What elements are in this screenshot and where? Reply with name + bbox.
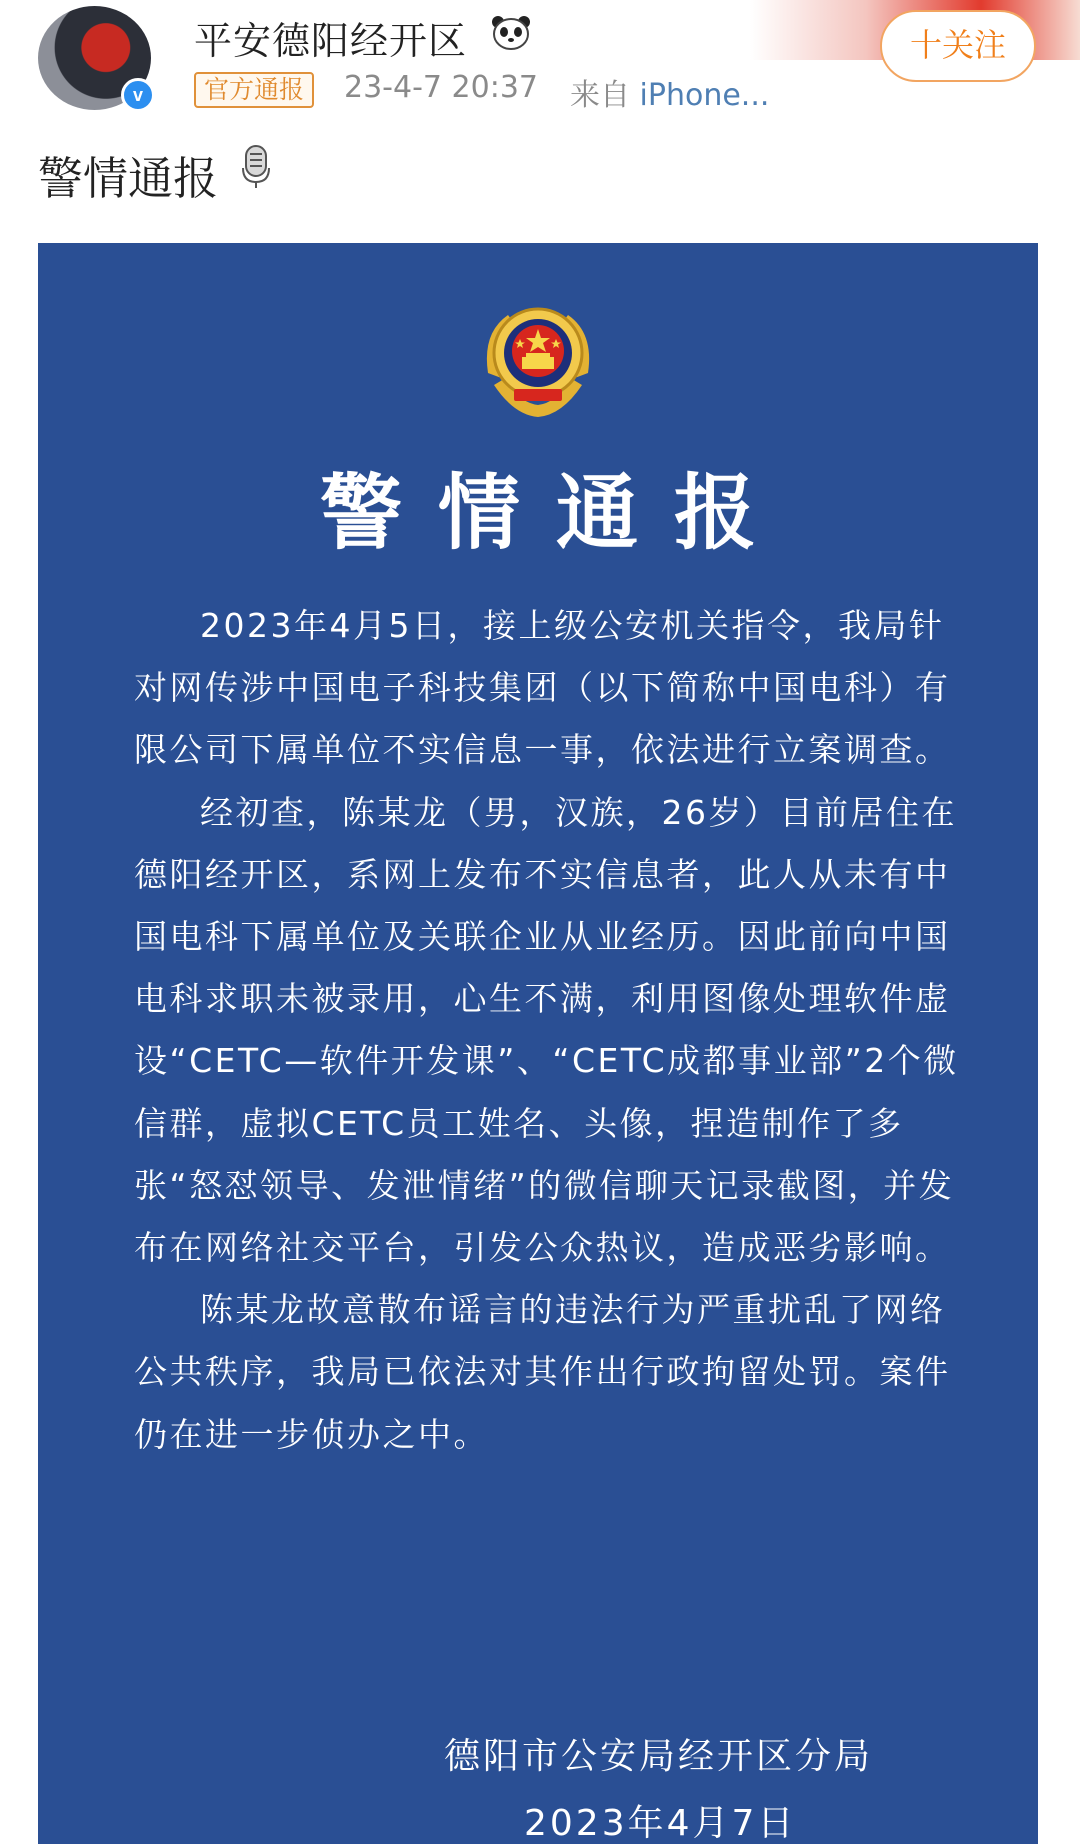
panda-icon <box>490 14 532 50</box>
post-timestamp: 23-4-7 20:37 <box>344 70 538 105</box>
notice-paragraph: 经初查，陈某龙（男，汉族，26岁）目前居住在德阳经开区，系网上发布不实信息者，此人从未有中国电科下属单位及关联企业从业经历。因此前向中国电科求职未被录用，心生不满，利用图像处理软件虚设“CETC—软件开发课”、“CETC成都事业部”2个微信群，虚拟CETC员工姓名、头像，捏造制作了多张“怒怼领导、发泄情绪”的微信聊天记录截图，并发布在网络社交平台，引发公众热议，造成恶劣影响。 <box>134 792 959 1268</box>
notice-paragraph: 2023年4月5日，接上级公安机关指令，我局针对网传涉中国电子科技集团（以下简称中国电科）有限公司下属单位不实信息一事，依法进行立案调查。 <box>134 606 951 770</box>
microphone-icon <box>240 144 272 190</box>
notice-signature: 德阳市公安局经开区分局 <box>444 1736 874 1777</box>
notice-title: 警情通报 <box>319 465 792 561</box>
post-source <box>570 70 769 114</box>
source-device[interactable]: iPhone... <box>639 78 770 113</box>
post-header <box>0 0 1080 130</box>
post-text: 警情通报 <box>38 152 219 205</box>
police-notice-image[interactable] <box>38 243 1038 1844</box>
police-emblem-icon <box>474 293 602 425</box>
follow-button[interactable]: 十关注 <box>880 10 1036 82</box>
notice-body <box>134 595 974 1466</box>
notice-paragraph: 陈某龙故意散布谣言的违法行为严重扰乱了网络公共秩序，我局已依法对其作出行政拘留处罚。案件仍在进一步侦办之中。 <box>134 1290 951 1454</box>
account-name[interactable]: 平安德阳经开区 <box>194 19 468 63</box>
source-prefix: 来自 <box>570 78 630 113</box>
verified-icon: v <box>121 78 155 112</box>
official-notice-tag: 官方通报 <box>194 72 314 108</box>
notice-date: 2023年4月7日 <box>524 1803 797 1844</box>
